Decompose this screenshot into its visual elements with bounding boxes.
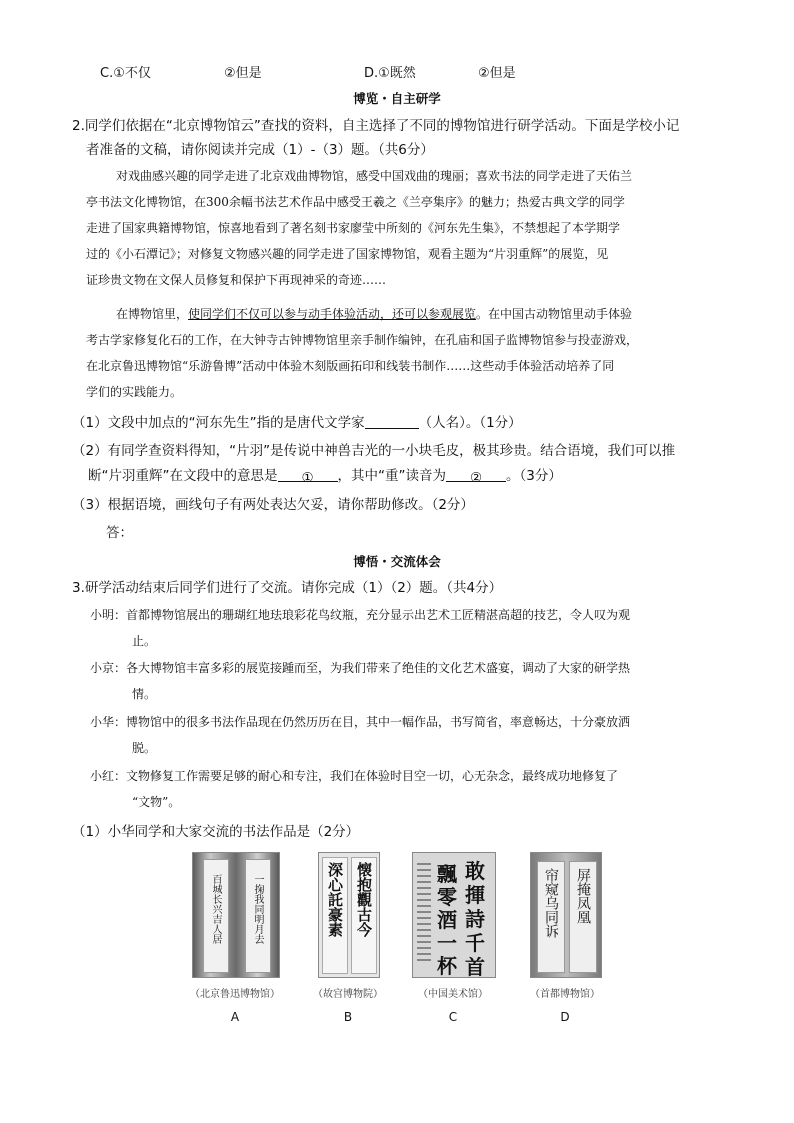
scroll-text: 屏掩凤凰	[575, 868, 591, 924]
scroll-left	[537, 861, 565, 973]
q2-sub1	[72, 412, 522, 434]
caption-a: （北京鲁迅博物馆）	[190, 989, 280, 1000]
calligraphy-image-b[interactable]	[318, 852, 380, 978]
option-c-second: ②但是	[224, 66, 262, 81]
answer-blank-2[interactable]	[446, 467, 506, 486]
section-title-research: 博览・自主研学	[353, 91, 441, 106]
passage-p1-line2: 亭书法文化博物馆，在300余幅书法艺术作品中感受王羲之《兰亭集序》的魅力；热爱古典文学的同学	[86, 195, 625, 209]
blank-marker-1: ①	[301, 470, 314, 486]
speaker-xiaohong-cont: “文物”。	[132, 795, 181, 809]
passage-p2-line1	[116, 303, 632, 325]
option-letter-a: A	[230, 1010, 240, 1024]
q2-sub2-line2	[88, 465, 562, 487]
underlined-sentence: 使同学们不仅可以参与动手体验活动，还可以参观展览	[188, 307, 477, 321]
scroll-left	[322, 857, 348, 974]
option-d-second: ②但是	[478, 66, 516, 81]
speaker-xiaohua-cont: 脱。	[132, 741, 157, 755]
option-letter-c: C	[448, 1010, 458, 1024]
scroll-right	[569, 861, 597, 973]
speaker-text: 文物修复工作需要足够的耐心和专注，我们在体验时目空一切，心无杂念，最终成功地修复了	[126, 769, 619, 783]
scroll-text: 深心託豪素	[326, 862, 344, 937]
calligraphy-image-d[interactable]	[530, 852, 602, 978]
blank-marker-2: ②	[469, 470, 483, 486]
passage-p2-pre: 在博物馆里，	[116, 307, 189, 321]
passage-p2-line3: 在北京鲁迅博物馆“乐游鲁博”活动中体验木刻版画拓印和线装书制作……这些动手体验活动培养了同	[86, 359, 615, 373]
speaker-name: 小红：	[90, 769, 127, 783]
passage-p1-line4: 过的《小石潭记》；对修复文物感兴趣的同学走进了国家博物馆，观看主题为“片羽重辉”的展览，见	[86, 247, 609, 261]
speaker-xiaoming	[90, 604, 630, 626]
option-d-first: D.①既然	[364, 66, 416, 81]
q3-sub1: （1）小华同学和大家交流的书法作品是（2分）	[72, 824, 360, 840]
passage-p1-line5: 证珍贵文物在文保人员修复和保护下再现神采的奇迹……	[86, 273, 387, 287]
char: 揮	[465, 883, 485, 907]
char: 零	[437, 885, 457, 909]
q2-sub2-points: 。（3分）	[506, 468, 562, 484]
option-letter-d: D	[560, 1010, 570, 1024]
q3-stem: 3.研学活动结束后同学们进行了交流。请你完成（1）（2）题。（共4分）	[72, 580, 503, 596]
column-middle	[435, 863, 459, 978]
calligraphy-image-c[interactable]	[412, 852, 496, 978]
passage-p2-line4: 学们的实践能力。	[86, 385, 183, 399]
option-letter-b: B	[343, 1010, 353, 1024]
speaker-name: 小华：	[90, 715, 127, 729]
q2-sub1-text: （1）文段中加点的“河东先生”指的是唐代文学家	[72, 415, 365, 431]
speaker-text: 首都博物馆展出的珊瑚红地珐琅彩花鸟纹瓶，充分显示出艺术工匠精湛高超的技艺，令人叹为观	[126, 608, 631, 622]
scroll-text: 一掬我同明月去	[252, 874, 263, 944]
scroll-right	[351, 857, 377, 974]
char: 杯	[437, 954, 457, 978]
scroll-text: 懐抱觀古今	[355, 862, 373, 937]
q2-sub1-points: （人名）。（1分）	[418, 415, 522, 431]
caption-d: （首都博物馆）	[530, 989, 600, 1000]
passage-p1-line1: 对戏曲感兴趣的同学走进了北京戏曲博物馆，感受中国戏曲的瑰丽；喜欢书法的同学走进了天佑兰	[116, 169, 633, 183]
passage-p2-line2: 考古学家修复化石的工作，在大钟寺古钟博物馆里亲手制作编钟，在孔庙和国子监博物馆参与投壶游戏，	[86, 333, 639, 347]
scroll-left	[203, 859, 229, 973]
q2-sub3: （3）根据语境，画线句子有两处表达欠妥，请你帮助修改。（2分）	[72, 497, 474, 513]
speaker-xiaohua	[90, 711, 630, 733]
q2-sub2-mid: ，其中“重”读音为	[337, 468, 446, 484]
answer-label: 答：	[106, 525, 133, 541]
char: 飄	[437, 862, 457, 886]
speaker-xiaohong	[90, 765, 618, 787]
passage-p1-line3: 走进了国家典籍博物馆，惊喜地看到了著名刻书家廖莹中所刻的《河东先生集》，不禁想起了本学期学	[86, 221, 621, 235]
q2-sub2-text: 断“片羽重辉”在文段中的意思是	[88, 468, 278, 484]
scroll-right	[245, 859, 271, 973]
column-right	[463, 859, 487, 978]
scroll-text: 帘窥乌同诉	[543, 868, 559, 938]
char: 千	[465, 931, 485, 955]
q2-stem-line1: 2.同学们依据在“北京博物馆云”查找的资料，自主选择了不同的博物馆进行研学活动。下面是学校小记	[72, 118, 680, 134]
small-inscription	[417, 863, 431, 963]
char: 詩	[465, 907, 485, 931]
scroll-text: 百城长兴吉人居	[210, 874, 221, 944]
section-title-exchange: 博悟・交流体会	[353, 554, 441, 569]
caption-c: （中国美术馆）	[418, 989, 488, 1000]
speaker-xiaoming-cont: 止。	[132, 634, 157, 648]
speaker-name: 小京：	[90, 661, 127, 675]
q2-stem-line2: 者准备的文稿，请你阅读并完成（1）-（3）题。（共6分）	[86, 142, 434, 158]
speaker-xiaojing	[90, 657, 630, 679]
option-c-first: C.①不仅	[100, 66, 151, 81]
answer-blank-1[interactable]	[278, 467, 338, 486]
answer-blank[interactable]	[365, 414, 419, 429]
speaker-name: 小明：	[90, 608, 127, 622]
speaker-text: 博物馆中的很多书法作品现在仍然历历在目，其中一幅作品，书写简省，率意畅达，十分豪放洒	[126, 715, 631, 729]
q2-sub2-line1: （2）有同学查资料得知，“片羽”是传说中神兽吉光的一小块毛皮，极其珍贵。结合语境，我们可以推	[72, 443, 676, 459]
passage-p2-post: 。在中国古动物馆里动手体验	[476, 307, 633, 321]
speaker-xiaojing-cont: 情。	[132, 687, 157, 701]
char: 一	[437, 931, 457, 955]
caption-b: （故宫博物院）	[313, 989, 383, 1000]
calligraphy-image-a[interactable]	[192, 852, 280, 978]
char: 敢	[465, 859, 485, 883]
speaker-text: 各大博物馆丰富多彩的展览接踵而至，为我们带来了绝佳的文化艺术盛宴，调动了大家的研学热	[126, 661, 631, 675]
char: 酒	[437, 908, 457, 932]
char: 首	[465, 955, 485, 978]
